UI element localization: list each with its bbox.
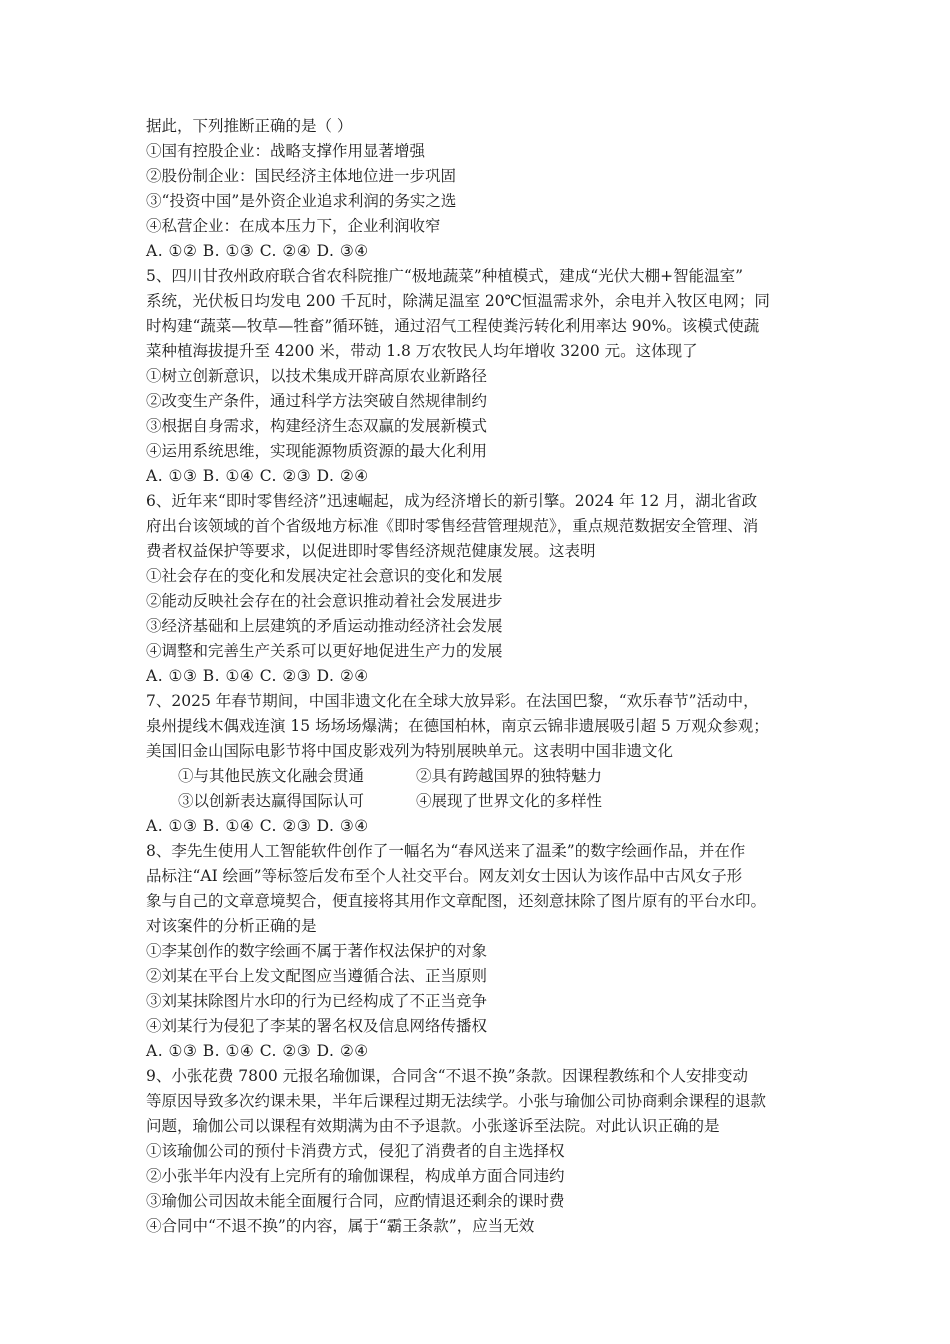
q9-item-2: ②小张半年内没有上完所有的瑜伽课程，构成单方面合同违约 xyxy=(146,1167,565,1185)
q9-stem-line-2: 等原因导致多次约课未果，半年后课程过期无法续学。小张与瑜伽公司协商剩余课程的退款 xyxy=(146,1092,767,1110)
q4-stem: 据此，下列推断正确的是（ ） xyxy=(146,117,353,135)
q8-stem-line-2: 品标注“AI 绘画”等标签后发布至个人社交平台。网友刘女士因认为该作品中古风女子形 xyxy=(146,867,743,885)
q9-stem-line-3: 问题，瑜伽公司以课程有效期满为由不予退款。小张遂诉至法院。对此认识正确的是 xyxy=(146,1117,720,1135)
q8-stem-line-3: 象与自己的文章意境契合，便直接将其用作文章配图，还刻意抹除了图片原有的平台水印。 xyxy=(146,892,767,910)
q5-stem-line-2: 系统，光伏板日均发电 200 千瓦时，除满足温室 20℃恒温需求外，余电并入牧区电网；同 xyxy=(146,292,770,310)
q9-item-3: ③瑜伽公司因故未能全面履行合同，应酌情退还剩余的课时费 xyxy=(146,1192,565,1210)
q5-stem-line-4: 菜种植海拔提升至 4200 米，带动 1.8 万农牧民人均年增收 3200 元。这体现了 xyxy=(146,342,698,360)
q7-options: A. ①③ B. ①④ C. ②③ D. ③④ xyxy=(146,817,369,835)
q8-item-3: ③刘某抹除图片水印的行为已经构成了不正当竞争 xyxy=(146,992,488,1010)
q7-item-1: ①与其他民族文化融会贯通 xyxy=(178,767,365,785)
q8-item-2: ②刘某在平台上发文配图应当遵循合法、正当原则 xyxy=(146,967,488,985)
q7-item-row-2 xyxy=(178,789,850,814)
q5-item-1: ①树立创新意识，以技术集成开辟高原农业新路径 xyxy=(146,367,488,385)
q9-item-1: ①该瑜伽公司的预付卡消费方式，侵犯了消费者的自主选择权 xyxy=(146,1142,565,1160)
q7-item-2: ②具有跨越国界的独特魅力 xyxy=(416,767,603,785)
q8-stem-line-4: 对该案件的分析正确的是 xyxy=(146,917,317,935)
q8-item-1: ①李某创作的数字绘画不属于著作权法保护的对象 xyxy=(146,942,488,960)
q7-stem-line-1: 7、2025 年春节期间，中国非遗文化在全球大放异彩。在法国巴黎，“欢乐春节”活动中， xyxy=(146,692,759,710)
q6-item-3: ③经济基础和上层建筑的矛盾运动推动经济社会发展 xyxy=(146,617,503,635)
q9-stem-line-1: 9、小张花费 7800 元报名瑜伽课，合同含“不退不换”条款。因课程教练和个人安排变动 xyxy=(146,1067,749,1085)
q4-item-4: ④私营企业：在成本压力下，企业利润收窄 xyxy=(146,217,441,235)
q5-item-4: ④运用系统思维，实现能源物质资源的最大化利用 xyxy=(146,442,488,460)
q6-stem-line-3: 费者权益保护等要求，以促进即时零售经济规范健康发展。这表明 xyxy=(146,542,596,560)
q6-item-4: ④调整和完善生产关系可以更好地促进生产力的发展 xyxy=(146,642,503,660)
q5-options: A. ①③ B. ①④ C. ②③ D. ②④ xyxy=(146,467,369,485)
q7-stem-line-2: 泉州提线木偶戏连演 15 场场场爆满；在德国柏林，南京云锦非遗展吸引超 5 万观众参观； xyxy=(146,717,769,735)
q7-item-4: ④展现了世界文化的多样性 xyxy=(416,792,603,810)
q5-item-2: ②改变生产条件，通过科学方法突破自然规律制约 xyxy=(146,392,488,410)
q5-item-3: ③根据自身需求，构建经济生态双赢的发展新模式 xyxy=(146,417,488,435)
q7-stem-line-3: 美国旧金山国际电影节将中国皮影戏列为特别展映单元。这表明中国非遗文化 xyxy=(146,742,674,760)
q5-stem-line-1: 5、四川甘孜州政府联合省农科院推广“极地蔬菜”种植模式，建成“光伏大棚+智能温室” xyxy=(146,267,744,285)
q6-item-1: ①社会存在的变化和发展决定社会意识的变化和发展 xyxy=(146,567,503,585)
q4-item-1: ①国有控股企业：战略支撑作用显著增强 xyxy=(146,142,426,160)
q8-stem-line-1: 8、李先生使用人工智能软件创作了一幅名为“春风送来了温柔”的数字绘画作品，并在作 xyxy=(146,842,746,860)
q4-item-2: ②股份制企业：国民经济主体地位进一步巩固 xyxy=(146,167,457,185)
q4-options: A. ①② B. ①③ C. ②④ D. ③④ xyxy=(146,242,369,260)
q8-item-4: ④刘某行为侵犯了李某的署名权及信息网络传播权 xyxy=(146,1017,488,1035)
q7-item-row-1 xyxy=(178,764,850,789)
q6-options: A. ①③ B. ①④ C. ②③ D. ②④ xyxy=(146,667,369,685)
q8-options: A. ①③ B. ①④ C. ②③ D. ②④ xyxy=(146,1042,369,1060)
q5-stem-line-3: 时构建“蔬菜—牧草—牲畜”循环链，通过沼气工程使粪污转化利用率达 90%。该模式使蔬 xyxy=(146,317,760,335)
q6-item-2: ②能动反映社会存在的社会意识推动着社会发展进步 xyxy=(146,592,503,610)
q9-item-4: ④合同中“不退不换”的内容，属于“霸王条款”，应当无效 xyxy=(146,1217,535,1235)
q7-item-3: ③以创新表达赢得国际认可 xyxy=(178,792,365,810)
q6-stem-line-2: 府出台该领域的首个省级地方标准《即时零售经营管理规范》，重点规范数据安全管理、消 xyxy=(146,517,759,535)
q6-stem-line-1: 6、近年来“即时零售经济”迅速崛起，成为经济增长的新引擎。2024 年 12 月，湖北省政 xyxy=(146,492,758,510)
q4-item-3: ③“投资中国”是外资企业追求利润的务实之选 xyxy=(146,192,457,210)
